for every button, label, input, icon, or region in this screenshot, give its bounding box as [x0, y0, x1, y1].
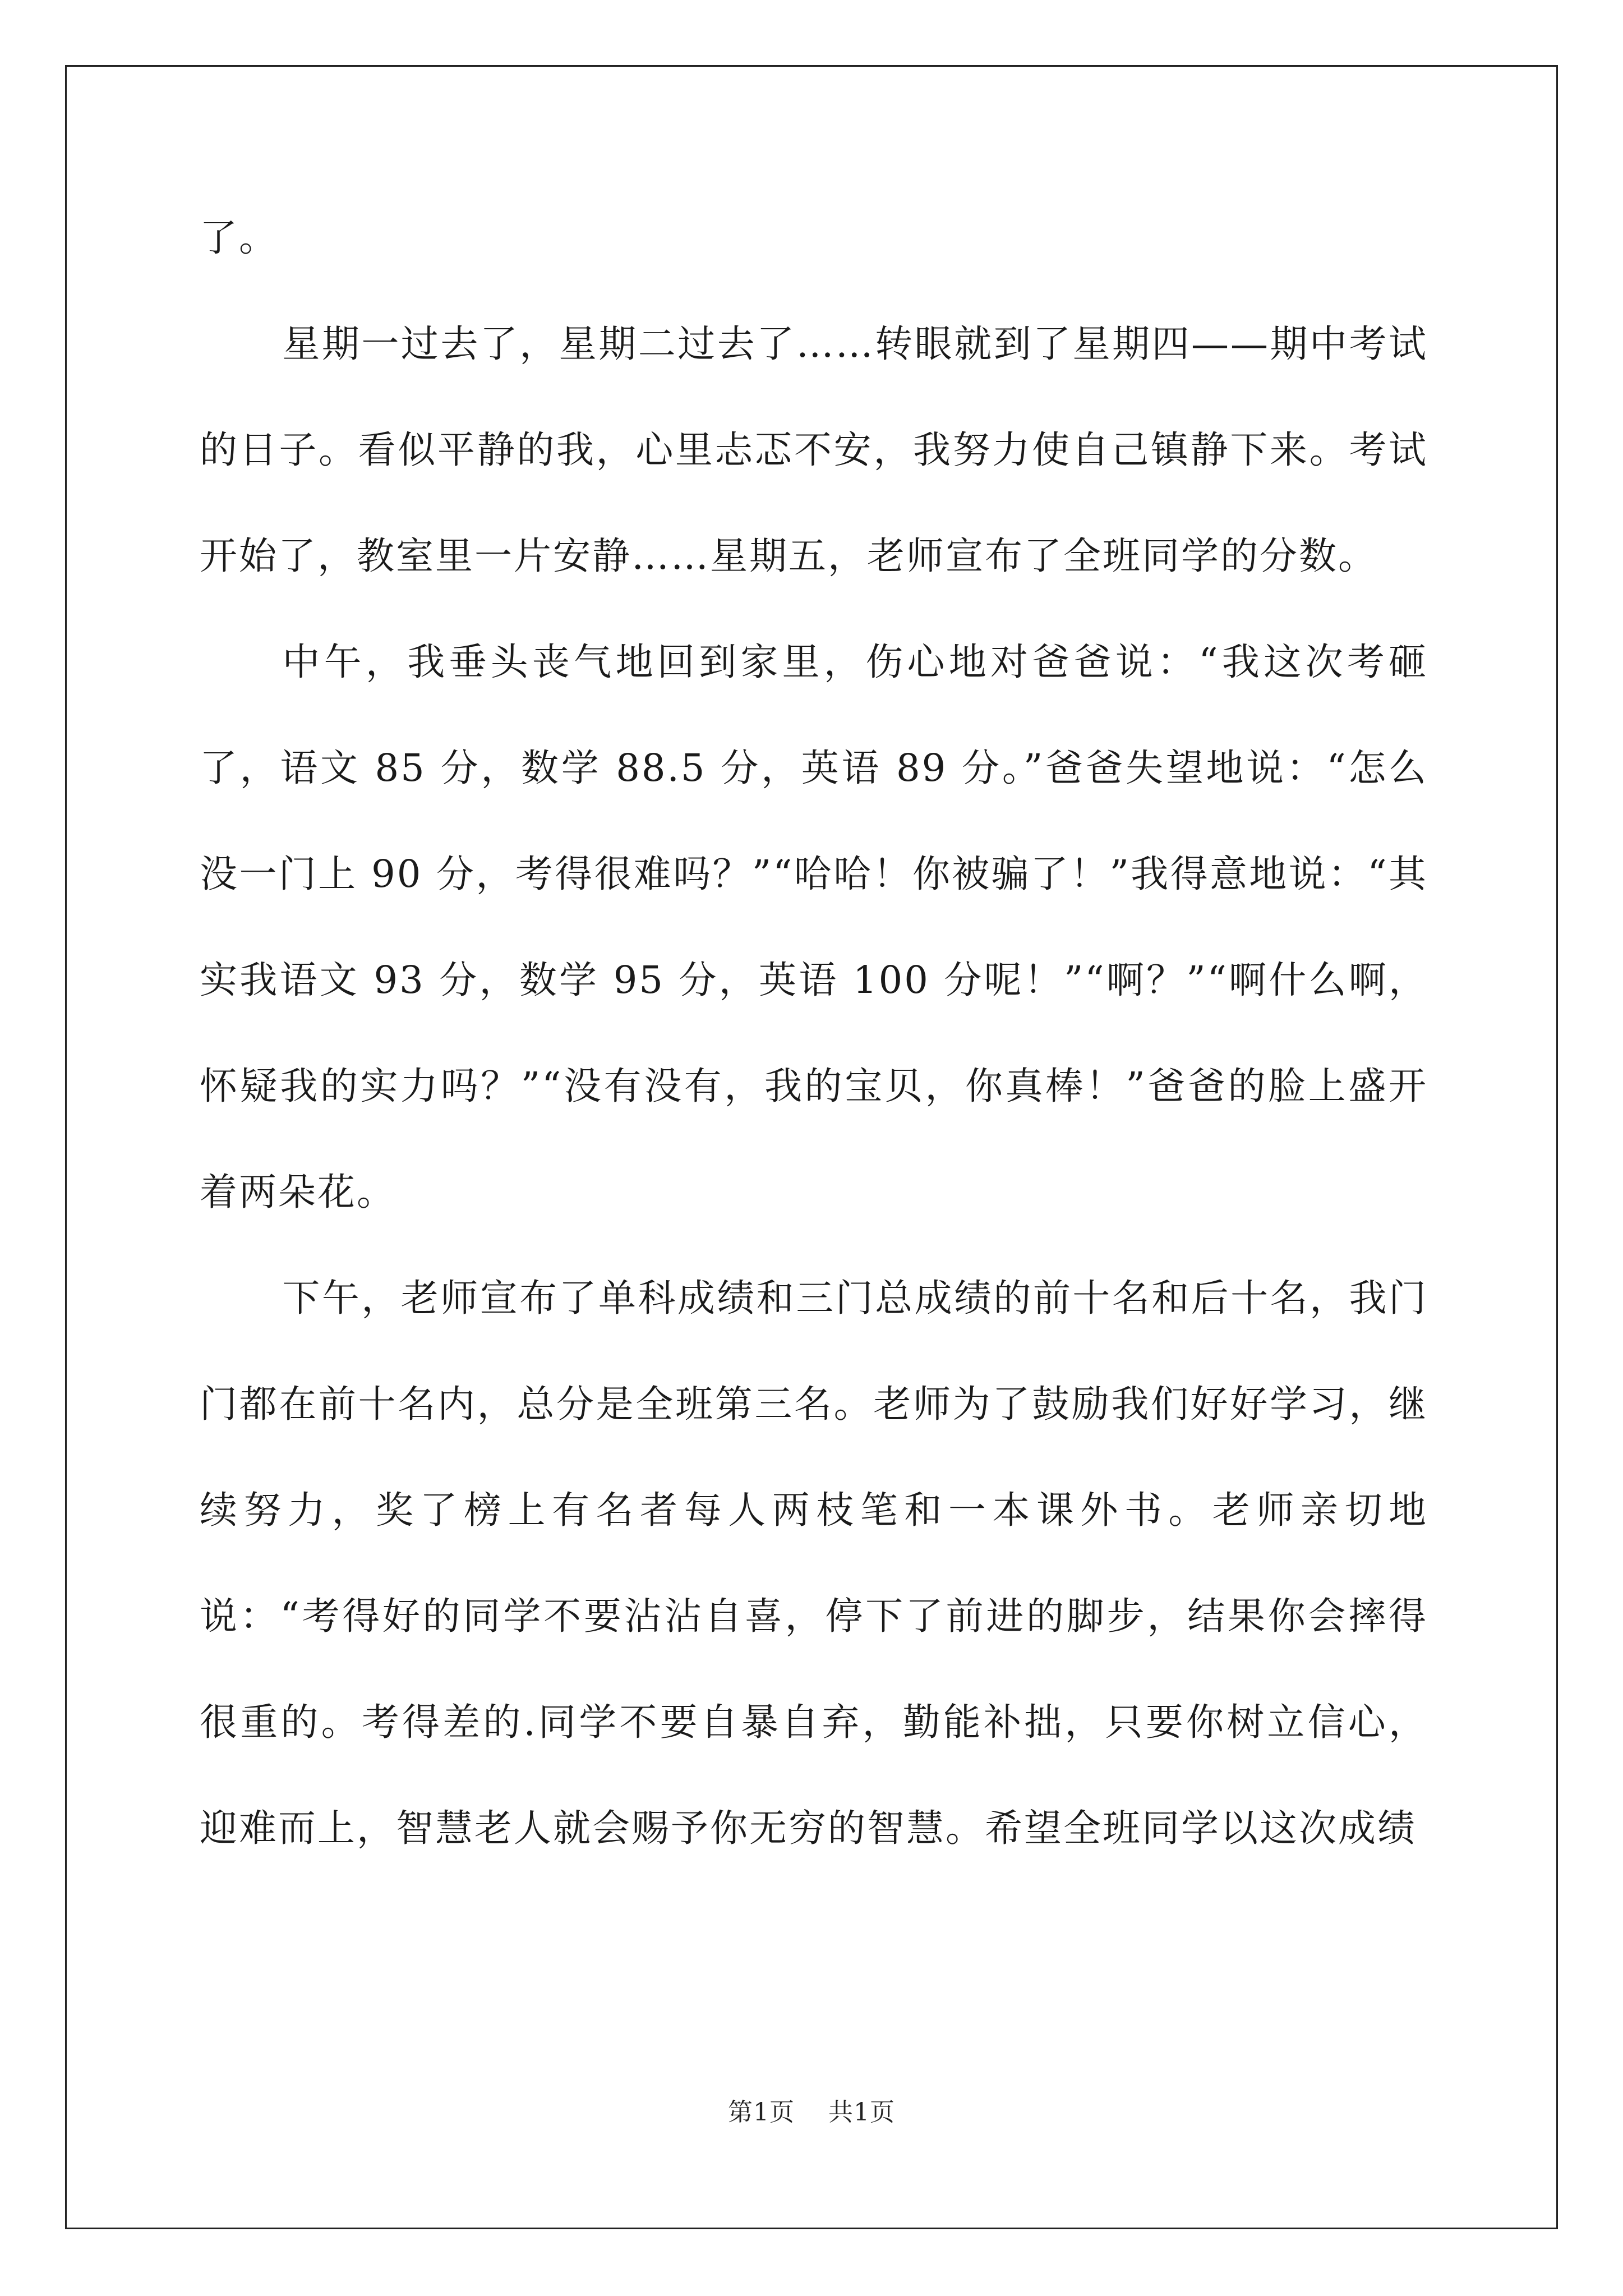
page-total: 共1页 — [828, 2098, 895, 2127]
page-number: 第1页 — [728, 2098, 795, 2127]
page-footer — [0, 2096, 1623, 2129]
paragraph-noon-conversation: 中午，我垂头丧气地回到家里，伤心地对爸爸说：“我这次考砸了，语文 85 分，数学 88.5 分，英语 89 分。”爸爸失望地说：“怎么没一门上 90 分，考得很难吗？”“哈哈！你被骗了！”我得意地说：“其实我语文 93 分，数学 95 分，英语 100 分呢！”“啊？”“啊什么啊，怀疑我的实力吗？”“没有没有，我的宝贝，你真棒！”爸爸的脸上盛开着两朵花。 — [200, 640, 1428, 1214]
paragraph-exam-week: 星期一过去了，星期二过去了……转眼就到了星期四——期中考试的日子。看似平静的我，心里忐忑不安，我努力使自己镇静下来。考试开始了，教室里一片安静……星期五，老师宣布了全班同学的分数。 — [200, 322, 1428, 578]
paragraph-afternoon-ranking: 下午，老师宣布了单科成绩和三门总成绩的前十名和后十名，我门门都在前十名内，总分是全班第三名。老师为了鼓励我们好好学习，继续努力，奖了榜上有名者每人两枝笔和一本课外书。老师亲切地说：“考得好的同学不要沾沾自喜，停下了前进的脚步，结果你会摔得很重的。考得差的.同学不要自暴自弃，勤能补拙，只要你树立信心，迎难而上，智慧老人就会赐予你无穷的智慧。希望全班同学以这次成绩 — [200, 1276, 1428, 1850]
document-body — [200, 185, 1428, 1881]
paragraph-continuation: 了。 — [200, 216, 278, 260]
